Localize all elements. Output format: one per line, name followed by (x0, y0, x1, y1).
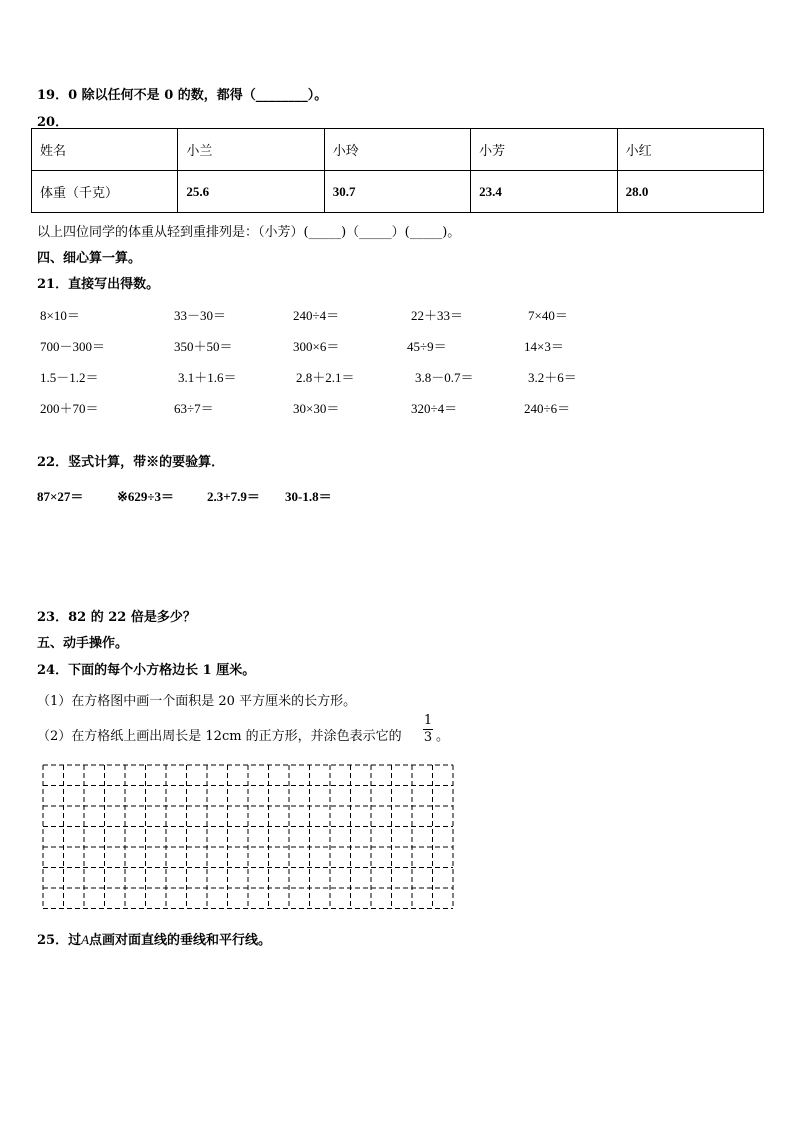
section-5-heading: 五、动手操作。 (37, 636, 129, 651)
calc-item: 700－300＝ (40, 339, 106, 354)
calc-item: 22＋33＝ (411, 308, 464, 323)
calc-item: 1.5－1.2＝ (40, 370, 99, 385)
table-cell: 小芳 (471, 129, 617, 171)
calc-item: 3.8－0.7＝ (415, 370, 474, 385)
calc-item: 33－30＝ (174, 308, 227, 323)
table-row (32, 171, 764, 213)
calc-item: 320÷4＝ (411, 401, 458, 416)
calc-item: 350＋50＝ (174, 339, 233, 354)
fraction-denominator: 3 (423, 730, 433, 745)
calc-item: 3.2＋6＝ (528, 370, 577, 385)
table-cell: 28.0 (617, 171, 763, 213)
question-20-label: 20． (37, 115, 69, 130)
question-20-sort-text: 以上四位同学的体重从轻到重排列是：（小芳）(_____)（_____）(_____)。 (37, 225, 461, 240)
question-24-part-2: （2）在方格纸上画出周长是 12cm 的正方形，并涂色表示它的 (37, 729, 402, 744)
calc-item: 300×6＝ (293, 339, 340, 354)
weight-table (31, 128, 764, 213)
calc-item: 8×10＝ (40, 308, 80, 323)
calc-item: 2.8＋2.1＝ (296, 370, 355, 385)
table-cell: 小兰 (178, 129, 324, 171)
vertical-calc-item: 30-1.8＝ (285, 489, 332, 504)
table-cell: 小玲 (324, 129, 470, 171)
table-cell: 25.6 (178, 171, 324, 213)
calc-item: 3.1＋1.6＝ (178, 370, 237, 385)
question-24-part-2-end: 。 (436, 729, 450, 744)
calc-item: 240÷6＝ (524, 401, 571, 416)
table-cell: 小红 (617, 129, 763, 171)
table-cell: 体重（千克） (32, 171, 178, 213)
calc-item: 45÷9＝ (407, 339, 447, 354)
section-4-heading: 四、细心算一算。 (37, 251, 142, 266)
square-grid (42, 764, 454, 916)
question-21-title: 21．直接写出得数。 (37, 277, 160, 292)
table-cell: 30.7 (324, 171, 470, 213)
question-24-part-1: （1）在方格图中画一个面积是 20 平方厘米的长方形。 (37, 694, 357, 709)
fraction-numerator: 1 (423, 713, 433, 728)
fraction-one-third (422, 713, 434, 746)
vertical-calc-item: ※629÷3＝ (117, 489, 175, 504)
question-25 (37, 929, 271, 948)
question-25-suffix: 点画对面直线的垂线和平行线。 (89, 933, 272, 948)
calc-item: 200＋70＝ (40, 401, 99, 416)
calc-item: 7×40＝ (528, 308, 568, 323)
calc-item: 63÷7＝ (174, 401, 214, 416)
calc-item: 14×3＝ (524, 339, 564, 354)
question-24-title: 24．下面的每个小方格边长 1 厘米。 (37, 663, 256, 678)
calc-item: 240÷4＝ (293, 308, 340, 323)
question-22-title: 22．竖式计算，带※的要验算． (37, 455, 225, 470)
grid-svg (42, 764, 454, 912)
question-25-prefix: 25．过 (37, 933, 82, 948)
table-cell: 23.4 (471, 171, 617, 213)
question-19: 19．0 除以任何不是 0 的数，都得（________）。 (37, 88, 328, 103)
table-cell: 姓名 (32, 129, 178, 171)
table-row (32, 129, 764, 171)
vertical-calc-item: 2.3+7.9＝ (207, 489, 260, 504)
question-23: 23．82 的 22 倍是多少？ (37, 610, 196, 625)
calc-item: 30×30＝ (293, 401, 340, 416)
point-a-label: A (81, 932, 90, 947)
vertical-calc-item: 87×27＝ (37, 489, 84, 504)
